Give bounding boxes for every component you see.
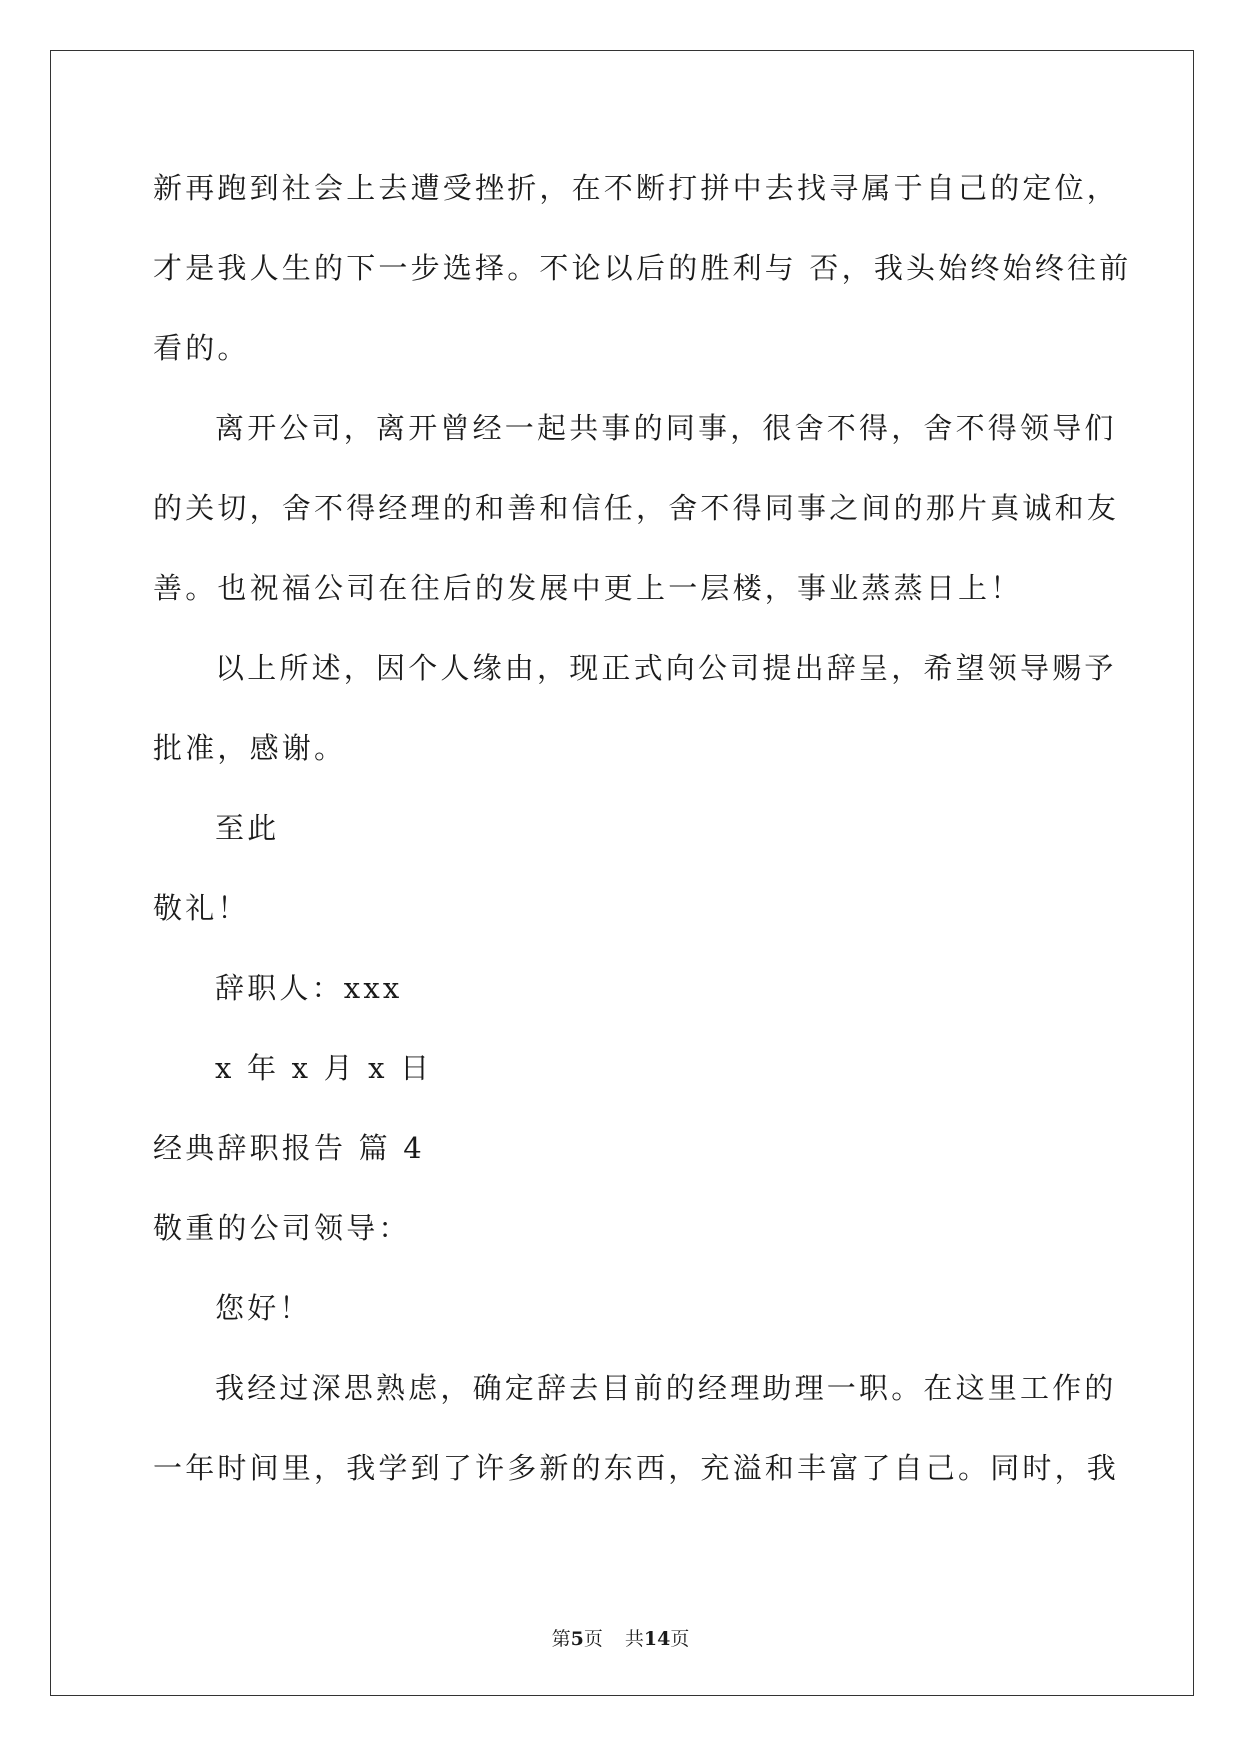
text-line: 新再跑到社会上去遭受挫折，在不断打拼中去找寻属于自己的定位，: [153, 171, 1120, 205]
page-number: 5: [570, 1628, 584, 1650]
footer-total-suffix: 页: [670, 1628, 690, 1650]
text-line: 善。也祝福公司在往后的发展中更上一层楼，事业蒸蒸日上！: [153, 571, 1023, 605]
paragraph-start: 以上所述，因个人缘由，现正式向公司提出辞呈，希望领导赐予: [215, 651, 1117, 685]
signature-line: 辞职人：xxx: [215, 971, 403, 1005]
footer-prefix: 第: [551, 1628, 571, 1650]
text-line: 的关切，舍不得经理的和善和信任，舍不得同事之间的那片真诚和友: [153, 491, 1120, 525]
salutation-closing: 敬礼！: [153, 891, 250, 925]
greeting-line: 您好！: [215, 1291, 312, 1325]
page-footer: [0, 1624, 1241, 1651]
closing-phrase: 至此: [215, 811, 280, 845]
addressee-line: 敬重的公司领导：: [153, 1211, 411, 1245]
text-line: 一年时间里，我学到了许多新的东西，充溢和丰富了自己。同时，我: [153, 1451, 1120, 1485]
paragraph-start: 我经过深思熟虑，确定辞去目前的经理助理一职。在这里工作的: [215, 1371, 1117, 1405]
footer-total-prefix: 共: [624, 1628, 644, 1650]
footer-page-suffix: 页: [583, 1628, 603, 1650]
text-line: 看的。: [153, 331, 250, 365]
total-pages: 14: [643, 1628, 671, 1650]
date-line: x 年 x 月 x 日: [215, 1051, 433, 1085]
text-line: 才是我人生的下一步选择。不论以后的胜利与 否，我头始终始终往前: [153, 251, 1132, 285]
paragraph-start: 离开公司，离开曾经一起共事的同事，很舍不得，舍不得领导们: [215, 411, 1117, 445]
section-heading: 经典辞职报告 篇 4: [153, 1131, 425, 1165]
text-line: 批准，感谢。: [153, 731, 347, 765]
